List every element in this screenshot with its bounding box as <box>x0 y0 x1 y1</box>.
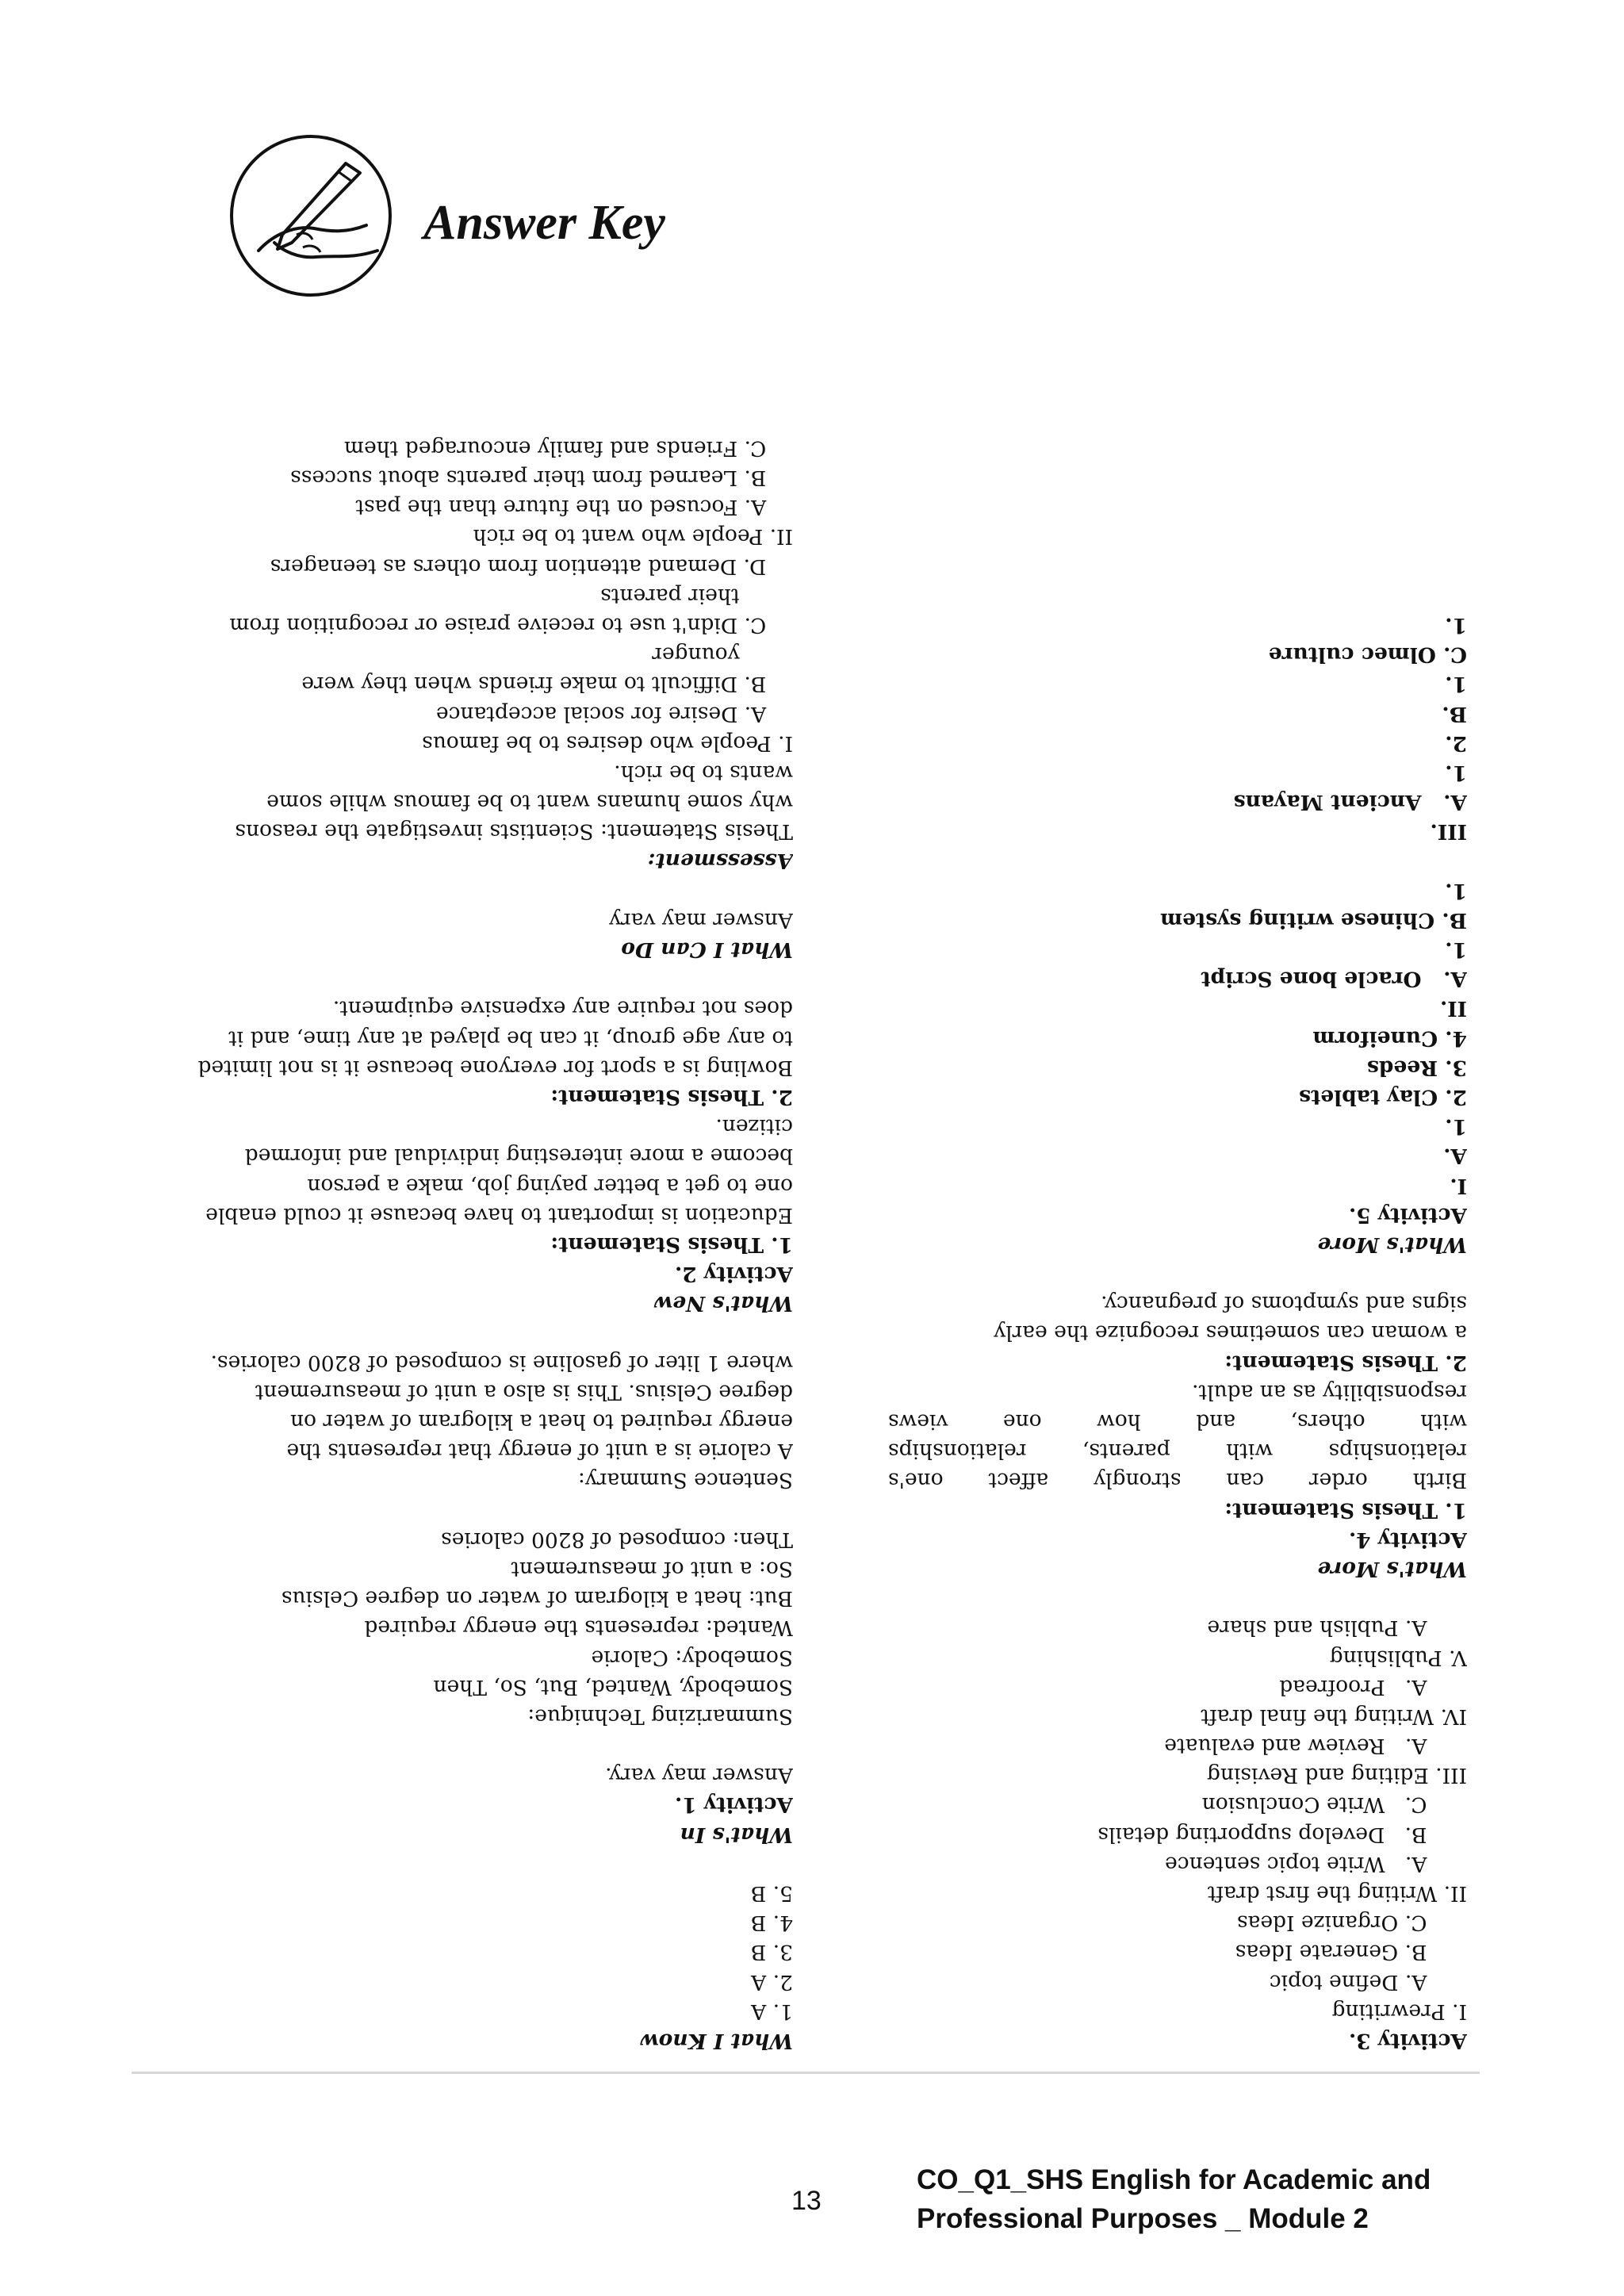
text-line <box>174 1318 793 1347</box>
text-line: Sentence Summary: <box>577 1468 793 1493</box>
text-line: Somebody, Wanted, But, So, Then <box>433 1674 793 1700</box>
text-line: 2. Thesis Statement: <box>550 1085 793 1110</box>
text-line: relationships with parents, relationships <box>888 1439 1467 1464</box>
text-line: 1. <box>1445 613 1467 638</box>
text-line: What I Can Do <box>621 937 793 963</box>
text-line: 1. Thesis Statement: <box>550 1232 793 1257</box>
footer-divider <box>132 2072 1480 2074</box>
text-line: 2. Thesis Statement: <box>1224 1350 1467 1375</box>
text-line: Wanted: represents the energy required <box>364 1616 793 1641</box>
page-title: Answer Key <box>423 196 665 250</box>
text-line: A. Review and evaluate <box>1164 1734 1467 1759</box>
text-line: energy required to heat a kilogram of water on <box>290 1409 793 1435</box>
text-line: become a more interesting individual and informed <box>244 1144 793 1169</box>
text-line: Activity 3. <box>1349 2029 1467 2053</box>
text-line: 5. B <box>750 1881 793 1907</box>
text-line: 4. Cuneiform <box>1312 1025 1467 1051</box>
answer-key-content <box>197 319 1491 2056</box>
text-line: does not require any expensive equipment. <box>332 996 793 1022</box>
text-line: one to get a better paying job, make a person <box>307 1173 793 1198</box>
text-line: with others, and how one views <box>888 1409 1467 1435</box>
text-line: B. <box>1442 701 1467 726</box>
text-line: A. Write topic sentence <box>1165 1851 1467 1876</box>
text-line: II. <box>1439 996 1467 1022</box>
text-line: D. Demand attention from others as teenagers <box>270 554 793 579</box>
text-line: A. Oracle bone Script <box>1201 967 1467 992</box>
text-line <box>174 1731 793 1761</box>
text-line: I. Prewriting <box>1331 1999 1467 2024</box>
text-line: III. Editing and Revising <box>1206 1763 1467 1788</box>
text-line: A calorie is a unit of energy that represents the <box>286 1439 793 1464</box>
text-line <box>174 1849 793 1879</box>
page-number: 13 <box>791 2186 822 2216</box>
text-line: 1. A <box>751 1999 793 2024</box>
text-line: A. Proofread <box>1279 1674 1467 1700</box>
text-line: Then: composed of 8200 calories <box>441 1527 793 1552</box>
text-line: signs and symptoms of pregnancy. <box>1101 1291 1467 1317</box>
text-line: 1. <box>1445 878 1467 903</box>
text-line <box>174 964 793 994</box>
text-line: 3. B <box>750 1940 793 1965</box>
text-line: a woman can sometimes recognize the early <box>994 1320 1467 1346</box>
text-line: to any age group, it can be played at any time, and it <box>228 1025 793 1051</box>
text-line: What's New <box>654 1291 793 1317</box>
text-line: Activity 4. <box>1349 1527 1467 1552</box>
text-line: 1. <box>1445 672 1467 697</box>
text-line: Summarizing Technique: <box>527 1704 793 1729</box>
text-line <box>174 1495 793 1524</box>
text-line: But: heat a kilogram of water on degree Celsius <box>281 1586 793 1612</box>
hand-writing-icon <box>227 132 395 300</box>
text-line: 2. Clay tablets <box>1299 1085 1467 1110</box>
text-line: degree Celsius. This is also a unit of measurement <box>255 1379 793 1405</box>
text-line: C. Write Conclusion <box>1201 1792 1467 1818</box>
text-line: IV. Writing the final draft <box>1201 1704 1467 1729</box>
text-line: 4. B <box>750 1911 793 1936</box>
text-line: Activity 1. <box>675 1792 793 1818</box>
text-line: What's More <box>1317 1557 1467 1581</box>
text-line: younger <box>652 642 793 668</box>
text-line: I. <box>1450 1173 1467 1198</box>
text-line <box>888 1259 1467 1289</box>
text-line <box>888 1584 1467 1613</box>
text-line: Assessment: <box>647 849 793 874</box>
text-line: V. Publishing <box>1329 1645 1467 1670</box>
text-line: Activity 5. <box>1349 1202 1467 1228</box>
module-footer <box>917 2160 1431 2238</box>
text-line: 1. Thesis Statement: <box>1224 1497 1467 1523</box>
text-line: 2. <box>1445 730 1467 756</box>
text-line <box>174 876 793 906</box>
text-line: A. <box>1443 1144 1467 1169</box>
text-line: What I Know <box>640 2029 793 2053</box>
text-line: II. Writing the first draft <box>1207 1881 1467 1907</box>
module-title-line-2: Professional Purposes _ Module 2 <box>917 2203 1369 2234</box>
text-line: Birth order can strongly affect one's <box>888 1468 1467 1493</box>
text-line <box>888 846 1467 876</box>
left-column <box>888 611 1467 2056</box>
text-line: responsibility as an adult. <box>1192 1379 1467 1405</box>
text-line: wants to be rich. <box>614 760 793 785</box>
text-line: where 1 liter of gasoline is composed of 8200 calories. <box>210 1350 793 1375</box>
text-line: A. Define topic <box>1269 1969 1467 1995</box>
text-line: B. Generate Ideas <box>1235 1940 1467 1965</box>
text-line: Education is important to have because it could enable <box>205 1202 793 1228</box>
text-line: Thesis Statement: Scientists investigate the reasons <box>235 819 793 845</box>
text-line: 1. <box>1445 1114 1467 1140</box>
text-line: B. Difficult to make friends when they were <box>301 672 793 697</box>
text-line: C. Olmec culture <box>1268 642 1467 668</box>
text-line: citizen. <box>715 1114 793 1140</box>
text-line: Bowling is a sport for everyone because it is not limited <box>197 1055 793 1080</box>
text-line: Answer may vary. <box>605 1763 793 1788</box>
text-line: A. Publish and share <box>1207 1616 1467 1641</box>
text-line: why some humans want to be famous while some <box>266 790 793 815</box>
text-line: So: a unit of measurement <box>511 1557 793 1581</box>
text-line: Answer may vary <box>609 907 793 933</box>
text-line: their parents <box>600 583 793 608</box>
text-line: III. <box>1430 819 1467 845</box>
text-line: B. Chinese writing system <box>1160 907 1467 933</box>
text-line: What's More <box>1317 1232 1467 1257</box>
text-line: A. Ancient Mayans <box>1233 790 1467 815</box>
text-line: C. Friends and family encouraged them <box>343 435 793 461</box>
right-column <box>174 434 793 2056</box>
text-line: B. Learned from their parents about success <box>290 466 793 491</box>
text-line: B. Develop supporting details <box>1097 1822 1467 1847</box>
text-line: C. Didn't use to receive praise or recognition from <box>229 613 793 638</box>
text-line: C. Organize Ideas <box>1237 1911 1467 1936</box>
text-line: II. People who want to be rich <box>473 524 793 550</box>
text-line: I. People who desires to be famous <box>422 730 793 756</box>
text-line: Somebody: Calorie <box>591 1645 793 1670</box>
text-line: A. Focused on the future than the past <box>355 495 793 520</box>
module-title-line-1: CO_Q1_SHS English for Academic and <box>917 2164 1431 2195</box>
text-line: What's In <box>680 1822 793 1847</box>
text-line: A. Desire for social acceptance <box>435 701 793 726</box>
text-line: 3. Reeds <box>1366 1055 1467 1080</box>
text-line: Activity 2. <box>675 1262 793 1287</box>
text-line: 1. <box>1445 937 1467 963</box>
text-line: 1. <box>1445 760 1467 785</box>
text-line: 2. A <box>751 1969 793 1995</box>
